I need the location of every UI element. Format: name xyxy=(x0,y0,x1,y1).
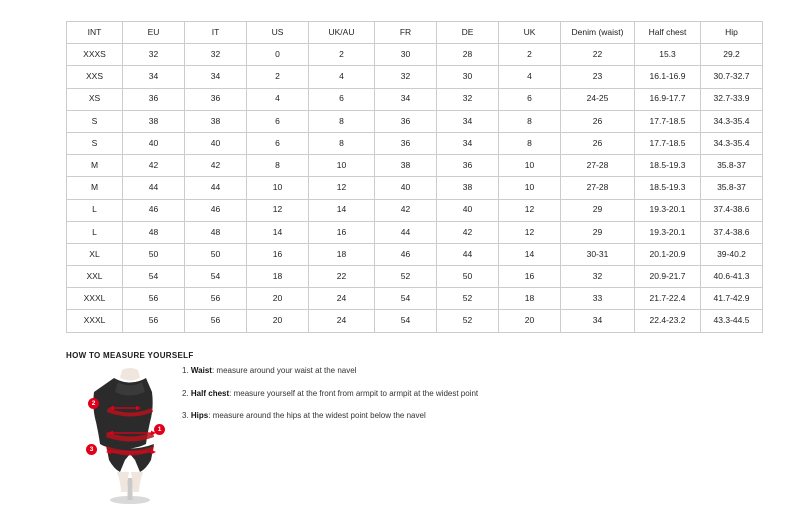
cell-eu: 32 xyxy=(123,44,185,66)
cell-us: 10 xyxy=(247,177,309,199)
cell-eu: 44 xyxy=(123,177,185,199)
column-header-ukau: UK/AU xyxy=(309,22,375,44)
cell-uk: 12 xyxy=(499,221,561,243)
cell-eu: 36 xyxy=(123,88,185,110)
cell-it: 54 xyxy=(185,266,247,288)
cell-it: 40 xyxy=(185,132,247,154)
cell-us: 2 xyxy=(247,66,309,88)
table-row xyxy=(67,66,763,88)
cell-it: 36 xyxy=(185,88,247,110)
cell-denim: 22 xyxy=(561,44,635,66)
step-text: : measure around your waist at the navel xyxy=(211,366,357,375)
cell-hip: 37.4-38.6 xyxy=(701,199,763,221)
cell-fr: 52 xyxy=(375,266,437,288)
cell-denim: 29 xyxy=(561,199,635,221)
cell-ukau: 12 xyxy=(309,177,375,199)
cell-uk: 2 xyxy=(499,44,561,66)
cell-ukau: 2 xyxy=(309,44,375,66)
table-row xyxy=(67,221,763,243)
cell-half-chest: 18.5-19.3 xyxy=(635,177,701,199)
cell-de: 34 xyxy=(437,132,499,154)
cell-denim: 26 xyxy=(561,132,635,154)
cell-us: 4 xyxy=(247,88,309,110)
column-header-eu: EU xyxy=(123,22,185,44)
cell-uk: 8 xyxy=(499,132,561,154)
cell-eu: 38 xyxy=(123,110,185,132)
step-term: Waist xyxy=(190,366,212,375)
cell-it: 42 xyxy=(185,155,247,177)
cell-us: 18 xyxy=(247,266,309,288)
cell-fr: 54 xyxy=(375,288,437,310)
cell-uk: 18 xyxy=(499,288,561,310)
cell-de: 50 xyxy=(437,266,499,288)
cell-it: 56 xyxy=(185,288,247,310)
cell-half-chest: 18.5-19.3 xyxy=(635,155,701,177)
cell-eu: 48 xyxy=(123,221,185,243)
cell-int: L xyxy=(67,199,123,221)
cell-hip: 43.3-44.5 xyxy=(701,310,763,332)
cell-it: 34 xyxy=(185,66,247,88)
table-row xyxy=(67,110,763,132)
cell-denim: 24-25 xyxy=(561,88,635,110)
column-header-hip: Hip xyxy=(701,22,763,44)
size-chart-table-wrapper xyxy=(66,21,750,333)
cell-us: 6 xyxy=(247,132,309,154)
column-header-half-chest: Half chest xyxy=(635,22,701,44)
column-header-it: IT xyxy=(185,22,247,44)
cell-de: 34 xyxy=(437,110,499,132)
cell-hip: 35.8-37 xyxy=(701,155,763,177)
cell-de: 52 xyxy=(437,310,499,332)
cell-ukau: 22 xyxy=(309,266,375,288)
cell-denim: 29 xyxy=(561,221,635,243)
table-row xyxy=(67,88,763,110)
cell-fr: 38 xyxy=(375,155,437,177)
table-row xyxy=(67,132,763,154)
cell-fr: 32 xyxy=(375,66,437,88)
column-header-int: INT xyxy=(67,22,123,44)
table-row xyxy=(67,288,763,310)
cell-hip: 29.2 xyxy=(701,44,763,66)
cell-half-chest: 19.3-20.1 xyxy=(635,199,701,221)
size-chart-table xyxy=(66,21,763,333)
cell-half-chest: 15.3 xyxy=(635,44,701,66)
cell-half-chest: 20.1-20.9 xyxy=(635,243,701,265)
cell-de: 30 xyxy=(437,66,499,88)
column-header-fr: FR xyxy=(375,22,437,44)
cell-fr: 30 xyxy=(375,44,437,66)
cell-hip: 34.3-35.4 xyxy=(701,110,763,132)
cell-de: 42 xyxy=(437,221,499,243)
cell-ukau: 24 xyxy=(309,288,375,310)
cell-de: 32 xyxy=(437,88,499,110)
cell-int: L xyxy=(67,221,123,243)
cell-denim: 34 xyxy=(561,310,635,332)
cell-it: 56 xyxy=(185,310,247,332)
step-text: : measure around the hips at the widest point below the navel xyxy=(208,411,426,421)
table-row xyxy=(67,310,763,332)
step-text: : measure yourself at the front from armpit to armpit at the widest point xyxy=(229,388,479,398)
cell-hip: 32.7-33.9 xyxy=(701,88,763,110)
callout-badge-1: 1 xyxy=(154,424,165,435)
cell-fr: 36 xyxy=(375,132,437,154)
cell-us: 6 xyxy=(247,110,309,132)
cell-us: 0 xyxy=(247,44,309,66)
cell-half-chest: 20.9-21.7 xyxy=(635,266,701,288)
cell-denim: 33 xyxy=(561,288,635,310)
cell-ukau: 14 xyxy=(309,199,375,221)
cell-de: 38 xyxy=(437,177,499,199)
cell-int: M xyxy=(67,155,123,177)
cell-eu: 34 xyxy=(123,66,185,88)
cell-us: 16 xyxy=(247,243,309,265)
table-row xyxy=(67,243,763,265)
column-header-us: US xyxy=(247,22,309,44)
cell-eu: 40 xyxy=(123,132,185,154)
cell-ukau: 18 xyxy=(309,243,375,265)
table-row xyxy=(67,199,763,221)
cell-denim: 27-28 xyxy=(561,177,635,199)
cell-eu: 46 xyxy=(123,199,185,221)
cell-hip: 34.3-35.4 xyxy=(701,132,763,154)
cell-ukau: 8 xyxy=(309,132,375,154)
how-to-measure-title: HOW TO MEASURE YOURSELF xyxy=(66,351,194,360)
cell-denim: 23 xyxy=(561,66,635,88)
cell-ukau: 16 xyxy=(309,221,375,243)
column-header-denim-waist: Denim (waist) xyxy=(561,22,635,44)
cell-uk: 8 xyxy=(499,110,561,132)
step-number: 2. xyxy=(182,388,189,398)
cell-fr: 40 xyxy=(375,177,437,199)
cell-uk: 10 xyxy=(499,177,561,199)
step-number: 3. xyxy=(182,411,189,421)
table-header-row xyxy=(67,22,763,44)
cell-int: XXXL xyxy=(67,310,123,332)
column-header-uk: UK xyxy=(499,22,561,44)
cell-half-chest: 16.9-17.7 xyxy=(635,88,701,110)
column-header-de: DE xyxy=(437,22,499,44)
cell-denim: 26 xyxy=(561,110,635,132)
cell-uk: 12 xyxy=(499,199,561,221)
cell-half-chest: 17.7-18.5 xyxy=(635,110,701,132)
cell-it: 44 xyxy=(185,177,247,199)
how-to-measure-steps xyxy=(182,366,602,434)
callout-badge-2: 2 xyxy=(88,398,99,409)
cell-denim: 30-31 xyxy=(561,243,635,265)
table-row xyxy=(67,266,763,288)
cell-it: 50 xyxy=(185,243,247,265)
cell-half-chest: 17.7-18.5 xyxy=(635,132,701,154)
cell-half-chest: 19.3-20.1 xyxy=(635,221,701,243)
cell-hip: 35.8-37 xyxy=(701,177,763,199)
cell-hip: 30.7-32.7 xyxy=(701,66,763,88)
measure-step-hips xyxy=(182,411,602,421)
table-row xyxy=(67,155,763,177)
cell-us: 12 xyxy=(247,199,309,221)
cell-de: 52 xyxy=(437,288,499,310)
cell-hip: 40.6-41.3 xyxy=(701,266,763,288)
cell-int: S xyxy=(67,110,123,132)
table-header xyxy=(67,22,763,44)
cell-fr: 42 xyxy=(375,199,437,221)
cell-denim: 27-28 xyxy=(561,155,635,177)
cell-eu: 50 xyxy=(123,243,185,265)
cell-de: 40 xyxy=(437,199,499,221)
table-row xyxy=(67,177,763,199)
cell-uk: 14 xyxy=(499,243,561,265)
cell-hip: 39-40.2 xyxy=(701,243,763,265)
cell-fr: 44 xyxy=(375,221,437,243)
step-term: Hips xyxy=(190,411,209,421)
cell-hip: 37.4-38.6 xyxy=(701,221,763,243)
cell-denim: 32 xyxy=(561,266,635,288)
cell-eu: 54 xyxy=(123,266,185,288)
cell-fr: 54 xyxy=(375,310,437,332)
cell-half-chest: 16.1-16.9 xyxy=(635,66,701,88)
cell-us: 20 xyxy=(247,310,309,332)
cell-int: XXL xyxy=(67,266,123,288)
cell-it: 46 xyxy=(185,199,247,221)
cell-de: 28 xyxy=(437,44,499,66)
table-body xyxy=(67,44,763,332)
cell-int: XXS xyxy=(67,66,123,88)
cell-ukau: 24 xyxy=(309,310,375,332)
measure-step-half-chest xyxy=(182,389,602,399)
cell-int: XXXS xyxy=(67,44,123,66)
mannequin-illustration xyxy=(84,366,176,508)
cell-us: 14 xyxy=(247,221,309,243)
cell-de: 36 xyxy=(437,155,499,177)
cell-it: 32 xyxy=(185,44,247,66)
measure-step-waist xyxy=(182,366,602,376)
cell-ukau: 4 xyxy=(309,66,375,88)
cell-int: XL xyxy=(67,243,123,265)
cell-us: 20 xyxy=(247,288,309,310)
table-row xyxy=(67,44,763,66)
cell-half-chest: 22.4-23.2 xyxy=(635,310,701,332)
cell-eu: 42 xyxy=(123,155,185,177)
cell-int: M xyxy=(67,177,123,199)
cell-int: XXXL xyxy=(67,288,123,310)
cell-uk: 4 xyxy=(499,66,561,88)
cell-it: 38 xyxy=(185,110,247,132)
cell-half-chest: 21.7-22.4 xyxy=(635,288,701,310)
cell-eu: 56 xyxy=(123,310,185,332)
cell-uk: 6 xyxy=(499,88,561,110)
step-term: Half chest xyxy=(190,388,230,398)
cell-int: S xyxy=(67,132,123,154)
cell-fr: 36 xyxy=(375,110,437,132)
cell-ukau: 6 xyxy=(309,88,375,110)
cell-uk: 10 xyxy=(499,155,561,177)
cell-de: 44 xyxy=(437,243,499,265)
cell-ukau: 8 xyxy=(309,110,375,132)
cell-int: XS xyxy=(67,88,123,110)
cell-fr: 46 xyxy=(375,243,437,265)
cell-us: 8 xyxy=(247,155,309,177)
cell-ukau: 10 xyxy=(309,155,375,177)
cell-hip: 41.7-42.9 xyxy=(701,288,763,310)
cell-uk: 20 xyxy=(499,310,561,332)
cell-uk: 16 xyxy=(499,266,561,288)
cell-eu: 56 xyxy=(123,288,185,310)
cell-it: 48 xyxy=(185,221,247,243)
cell-fr: 34 xyxy=(375,88,437,110)
step-number: 1. xyxy=(182,366,189,375)
callout-badge-3: 3 xyxy=(86,444,97,455)
